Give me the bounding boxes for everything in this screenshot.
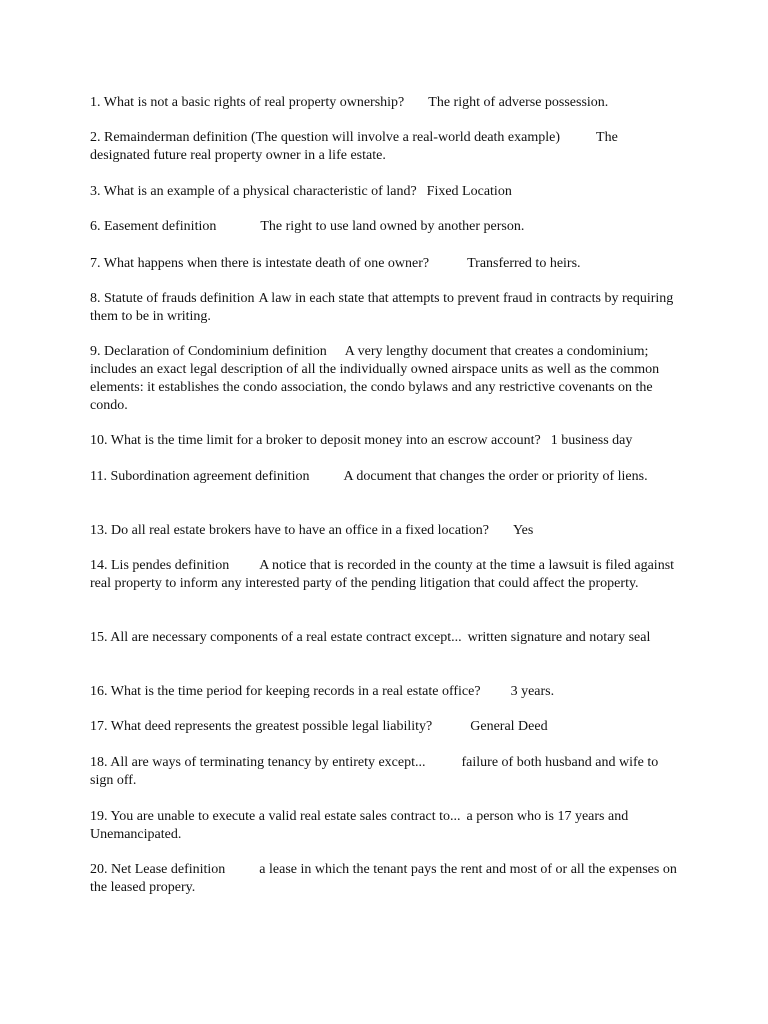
question-text: 1. What is not a basic rights of real property ownership?: [90, 95, 405, 110]
question-text: 16. What is the time period for keeping records in a real estate office?: [90, 684, 481, 699]
question-text: 3. What is an example of a physical characteristic of land?: [90, 184, 417, 199]
answer-text: The right of adverse possession.: [428, 95, 609, 110]
answer-text: A law in each state that attempts to prevent fraud in contracts by requiring them to be in writing.: [90, 291, 677, 324]
question-text: 14. Lis pendes definition: [90, 558, 230, 573]
qa-item-13: [90, 522, 680, 540]
qa-item-17: [90, 718, 680, 736]
qa-item-15: [90, 629, 680, 647]
answer-text: Transferred to heirs.: [467, 256, 581, 271]
answer-text: failure of both husband and wife to sign off.: [90, 755, 662, 788]
qa-item-14: [90, 557, 680, 593]
qa-item-8: [90, 290, 680, 326]
answer-text: The designated future real property owner in a life estate.: [90, 130, 622, 163]
answer-text: Yes: [512, 523, 534, 538]
qa-item-10: [90, 432, 680, 450]
answer-text: a person who is 17 years and Unemancipated.: [90, 809, 632, 842]
qa-item-16: [90, 683, 680, 701]
qa-item-18: [90, 754, 680, 790]
question-text: 8. Statute of frauds definition: [90, 291, 255, 306]
question-text: 10. What is the time limit for a broker to deposit money into an escrow account?: [90, 433, 541, 448]
question-text: 9. Declaration of Condominium definition: [90, 344, 327, 359]
qa-item-19: [90, 808, 680, 844]
question-text: 13. Do all real estate brokers have to have an office in a fixed location?: [90, 523, 489, 538]
question-text: 15. All are necessary components of a real estate contract except...: [90, 630, 462, 645]
question-text: 6. Easement definition: [90, 219, 217, 234]
qa-item-20: [90, 861, 680, 897]
question-text: 18. All are ways of terminating tenancy by entirety except...: [90, 755, 426, 770]
answer-text: Fixed Location: [426, 184, 512, 199]
question-text: 20. Net Lease definition: [90, 862, 226, 877]
question-text: 19. You are unable to execute a valid real estate sales contract to...: [90, 809, 461, 824]
qa-item-2: [90, 129, 680, 165]
answer-text: A very lengthy document that creates a condominium; includes an exact legal description of all the individually owned airspace units as well as the common elements: it establishes the condo association, the condo bylaws and any restrictive covenants on the condo.: [90, 344, 663, 413]
answer-text: a lease in which the tenant pays the rent and most of or all the expenses on the leased propery.: [90, 862, 681, 895]
question-text: 2. Remainderman definition (The question will involve a real-world death example): [90, 130, 561, 145]
question-text: 17. What deed represents the greatest possible legal liability?: [90, 719, 433, 734]
answer-text: written signature and notary seal: [467, 630, 651, 645]
answer-text: A notice that is recorded in the county at the time a lawsuit is filed against real property to inform any interested party of the pending litigation that could affect the property.: [90, 558, 678, 591]
qa-item-11: [90, 468, 680, 486]
answer-text: A document that changes the order or priority of liens.: [343, 469, 648, 484]
qa-item-1: [90, 94, 680, 112]
question-text: 11. Subordination agreement definition: [90, 469, 310, 484]
answer-text: 1 business day: [550, 433, 633, 448]
qa-item-9: [90, 343, 680, 415]
qa-item-6: [90, 218, 680, 236]
answer-text: The right to use land owned by another person.: [260, 219, 525, 234]
answer-text: General Deed: [470, 719, 548, 734]
question-text: 7. What happens when there is intestate death of one owner?: [90, 256, 430, 271]
qa-item-7: [90, 255, 680, 273]
answer-text: 3 years.: [510, 684, 555, 699]
qa-item-3: [90, 183, 680, 201]
